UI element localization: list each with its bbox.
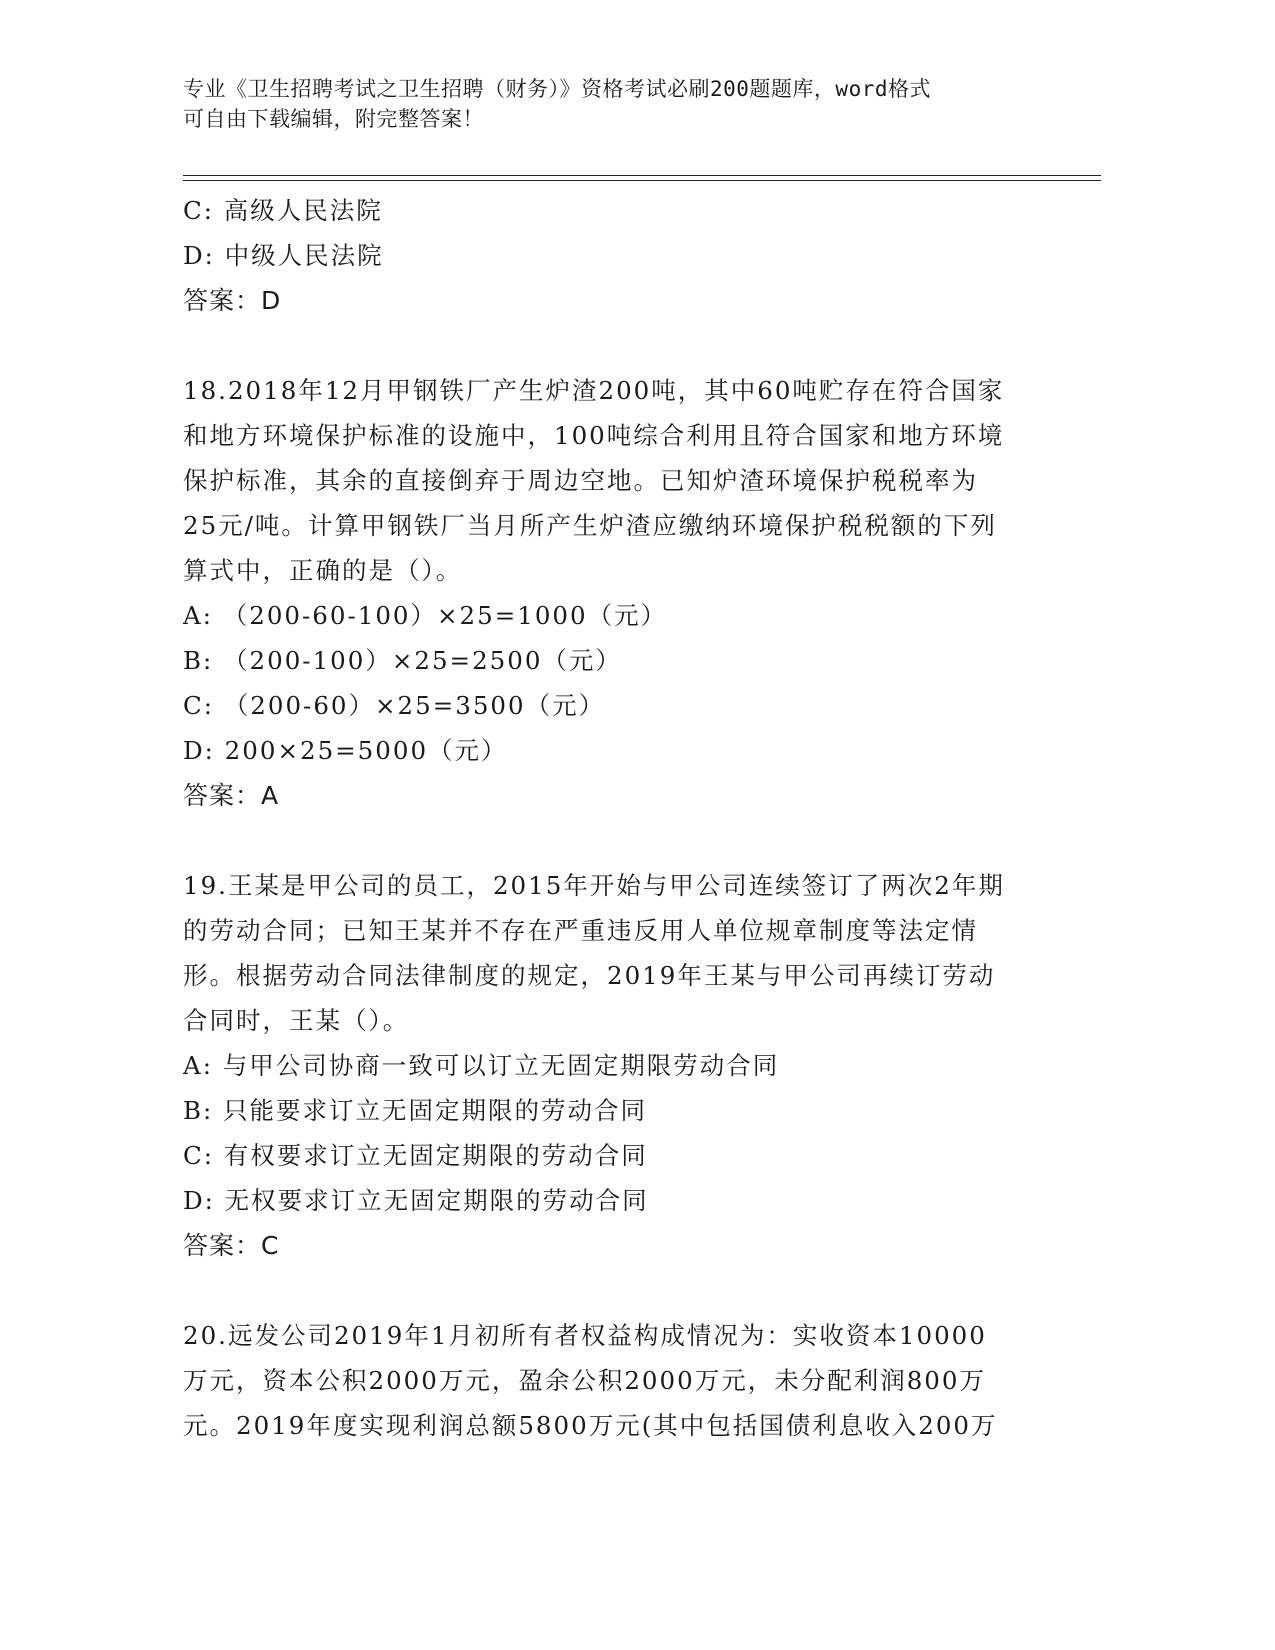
question-spacer [183, 818, 1083, 863]
question-stem-line: 18.2018年12月甲钢铁厂产生炉渣200吨，其中60吨贮存在符合国家 [183, 376, 1005, 405]
question-stem-line: 算式中，正确的是（）。 [183, 556, 463, 585]
question-stem-line: 的劳动合同；已知王某并不存在严重违反用人单位规章制度等法定情 [183, 916, 978, 945]
question-spacer [183, 1268, 1083, 1313]
answer: 答案：A [183, 781, 280, 810]
option-d: D: 无权要求订立无固定期限的劳动合同 [183, 1186, 649, 1215]
option-b: B: （200-100）×25=2500（元） [183, 646, 622, 675]
question-stem-line: 保护标准，其余的直接倒弃于周边空地。已知炉渣环境保护税税率为 [183, 466, 978, 495]
question-stem-line: 20.远发公司2019年1月初所有者权益构成情况为：实收资本10000 [183, 1321, 987, 1350]
question-stem-line: 元。2019年度实现利润总额5800万元(其中包括国债利息收入200万 [183, 1411, 998, 1440]
question-stem-line: 和地方环境保护标准的设施中，100吨综合利用且符合国家和地方环境 [183, 421, 1005, 450]
question-20 [183, 1313, 1083, 1448]
header-title-line-2: 可自由下载编辑，附完整答案！ [183, 107, 484, 131]
question-18 [183, 368, 1083, 818]
question-stem-line: 合同时，王某（）。 [183, 1006, 410, 1035]
header-divider-bottom [183, 180, 1101, 181]
question-stem-line: 19.王某是甲公司的员工，2015年开始与甲公司连续签订了两次2年期 [183, 871, 1005, 900]
question-17-tail [183, 188, 1083, 323]
header-title-line-1: 专业《卫生招聘考试之卫生招聘（财务）》资格考试必刷200题题库，word格式 [183, 77, 931, 101]
page-header [183, 74, 1063, 134]
question-stem-line: 25元/吨。计算甲钢铁厂当月所产生炉渣应缴纳环境保护税税额的下列 [183, 511, 997, 540]
option-d: D: 200×25=5000（元） [183, 736, 508, 765]
question-stem-line: 形。根据劳动合同法律制度的规定，2019年王某与甲公司再续订劳动 [183, 961, 996, 990]
option-c: C: 有权要求订立无固定期限的劳动合同 [183, 1141, 648, 1170]
option-c: C: （200-60）×25=3500（元） [183, 691, 606, 720]
option-a: A: （200-60-100）×25=1000（元） [183, 601, 668, 630]
question-spacer [183, 323, 1083, 368]
option-a: A: 与甲公司协商一致可以订立无固定期限劳动合同 [183, 1051, 780, 1080]
question-19 [183, 863, 1083, 1268]
option-d: D: 中级人民法院 [183, 241, 384, 270]
header-divider-top [183, 175, 1101, 176]
option-c: C: 高级人民法院 [183, 196, 383, 225]
question-content [183, 188, 1083, 1448]
option-b: B: 只能要求订立无固定期限的劳动合同 [183, 1096, 648, 1125]
answer: 答案：C [183, 1231, 280, 1260]
question-stem-line: 万元，资本公积2000万元，盈余公积2000万元，未分配利润800万 [183, 1366, 986, 1395]
answer: 答案：D [183, 286, 282, 315]
